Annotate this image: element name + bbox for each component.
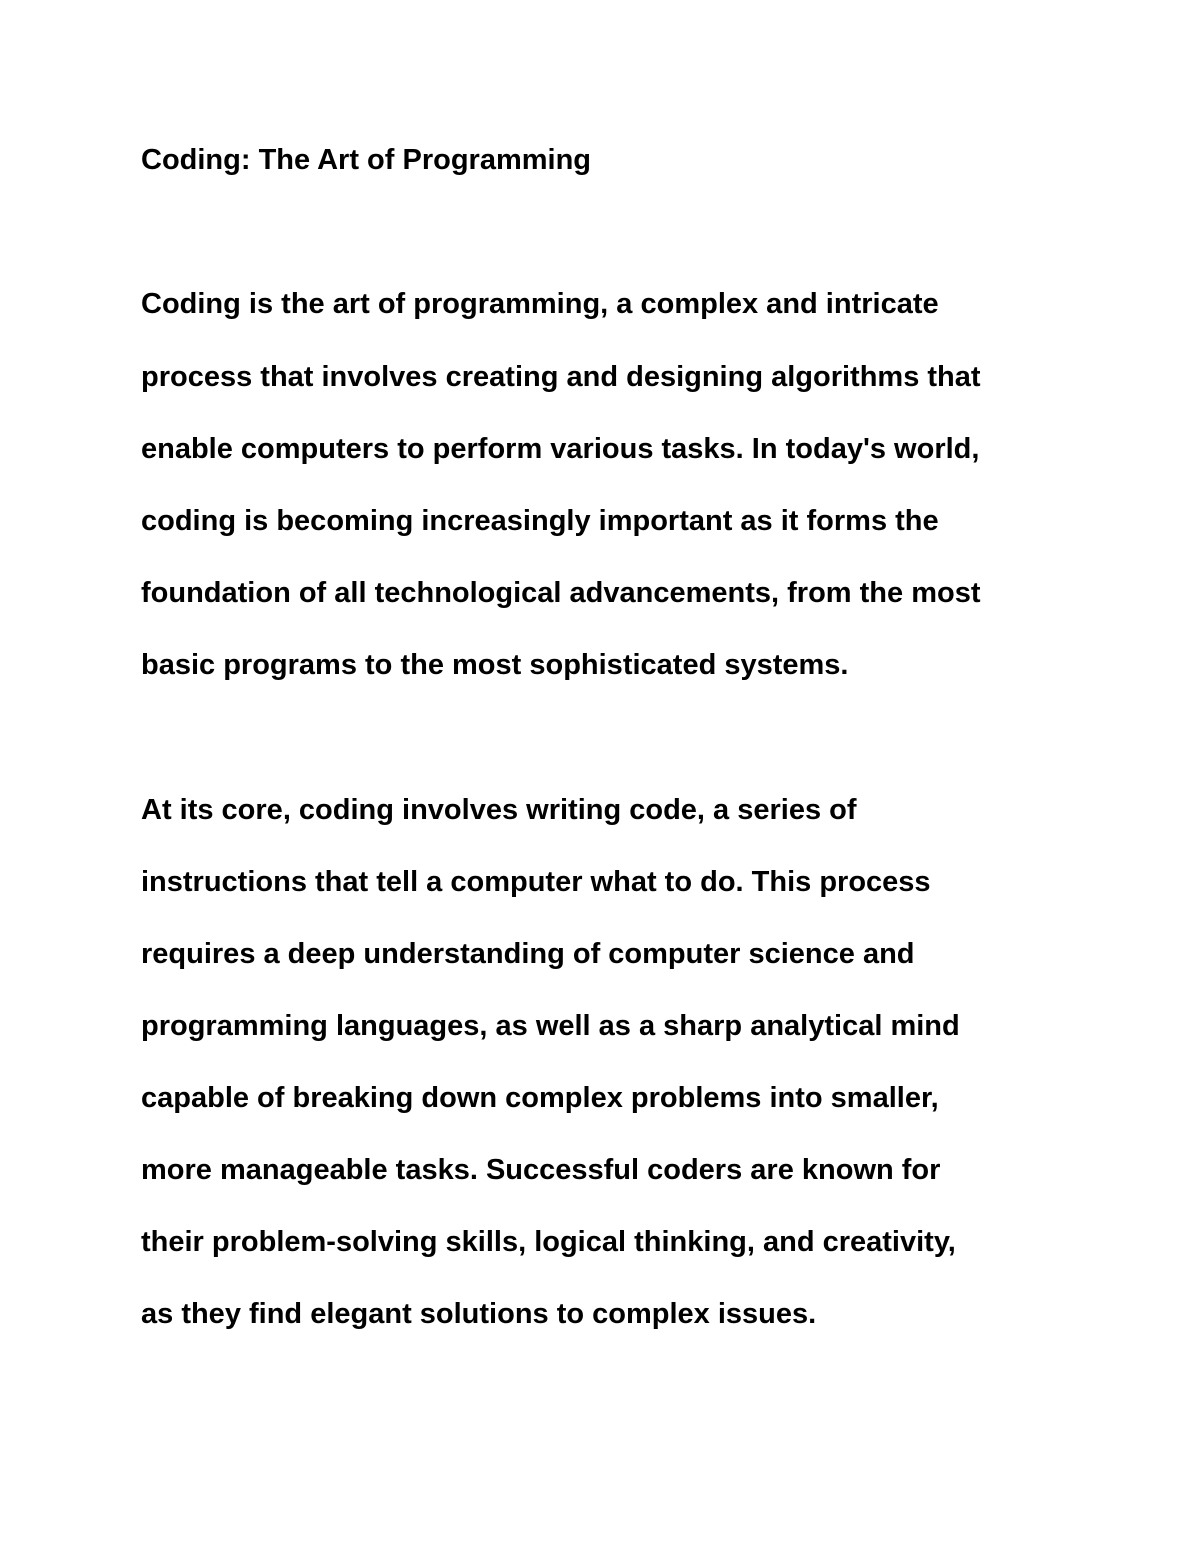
document-title: Coding: The Art of Programming (141, 144, 592, 176)
paragraph-line: foundation of all technological advancements, from the most (141, 577, 981, 609)
paragraph-line: more manageable tasks. Successful coders are known for (141, 1154, 941, 1186)
paragraph-line: enable computers to perform various tasks. In today's world, (141, 433, 980, 465)
paragraph-line: process that involves creating and designing algorithms that (141, 361, 981, 393)
paragraph-line: requires a deep understanding of computer science and (141, 938, 915, 970)
paragraph-line: instructions that tell a computer what to do. This process (141, 866, 931, 898)
paragraph-line: their problem-solving skills, logical thinking, and creativity, (141, 1226, 956, 1258)
paragraph-line: coding is becoming increasingly important as it forms the (141, 505, 939, 537)
paragraph-line: At its core, coding involves writing code, a series of (141, 794, 857, 826)
paragraph-line: capable of breaking down complex problems into smaller, (141, 1082, 939, 1114)
paragraph-line: basic programs to the most sophisticated systems. (141, 649, 849, 681)
paragraph-line: programming languages, as well as a sharp analytical mind (141, 1010, 960, 1042)
paragraph-line: Coding is the art of programming, a complex and intricate (141, 288, 939, 320)
paragraph-line: as they find elegant solutions to complex issues. (141, 1298, 817, 1330)
